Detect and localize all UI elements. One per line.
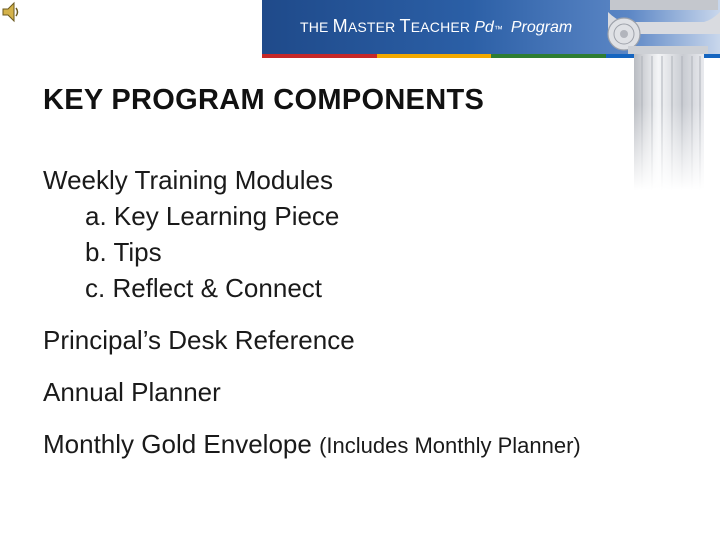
sub-item-b: b. Tips bbox=[85, 237, 162, 267]
stripe-green bbox=[491, 54, 606, 58]
stripe-gold bbox=[377, 54, 492, 58]
banner-pd-text: Pd bbox=[474, 19, 494, 36]
banner-pd bbox=[474, 19, 503, 37]
list-item-weekly: Weekly Training Modules bbox=[43, 165, 333, 195]
banner-title bbox=[300, 16, 572, 42]
speaker-icon[interactable] bbox=[0, 0, 22, 24]
banner-tm: ™ bbox=[493, 24, 503, 34]
banner-master-rest: ASTER bbox=[347, 19, 396, 35]
stripe-red bbox=[262, 54, 377, 58]
components-list bbox=[43, 162, 581, 464]
banner-master-initial: M bbox=[332, 16, 348, 36]
banner-teacher bbox=[400, 16, 471, 37]
banner-the: THE bbox=[300, 19, 329, 35]
ionic-column-icon bbox=[606, 0, 720, 190]
banner-teacher-rest: EACHER bbox=[410, 19, 471, 35]
gold-envelope-note: (Includes Monthly Planner) bbox=[319, 433, 581, 458]
list-item-annual-planner: Annual Planner bbox=[43, 377, 221, 407]
sub-item-a: a. Key Learning Piece bbox=[85, 201, 340, 231]
gold-envelope-label: Monthly Gold Envelope bbox=[43, 429, 312, 459]
sub-item-c: c. Reflect & Connect bbox=[85, 273, 322, 303]
banner-master bbox=[333, 16, 396, 37]
list-item-desk-reference: Principal’s Desk Reference bbox=[43, 325, 355, 355]
banner-teacher-initial: T bbox=[399, 16, 411, 36]
page-title: KEY PROGRAM COMPONENTS bbox=[43, 84, 485, 116]
list-item-gold-envelope bbox=[43, 426, 581, 464]
banner-program: Program bbox=[510, 19, 573, 36]
